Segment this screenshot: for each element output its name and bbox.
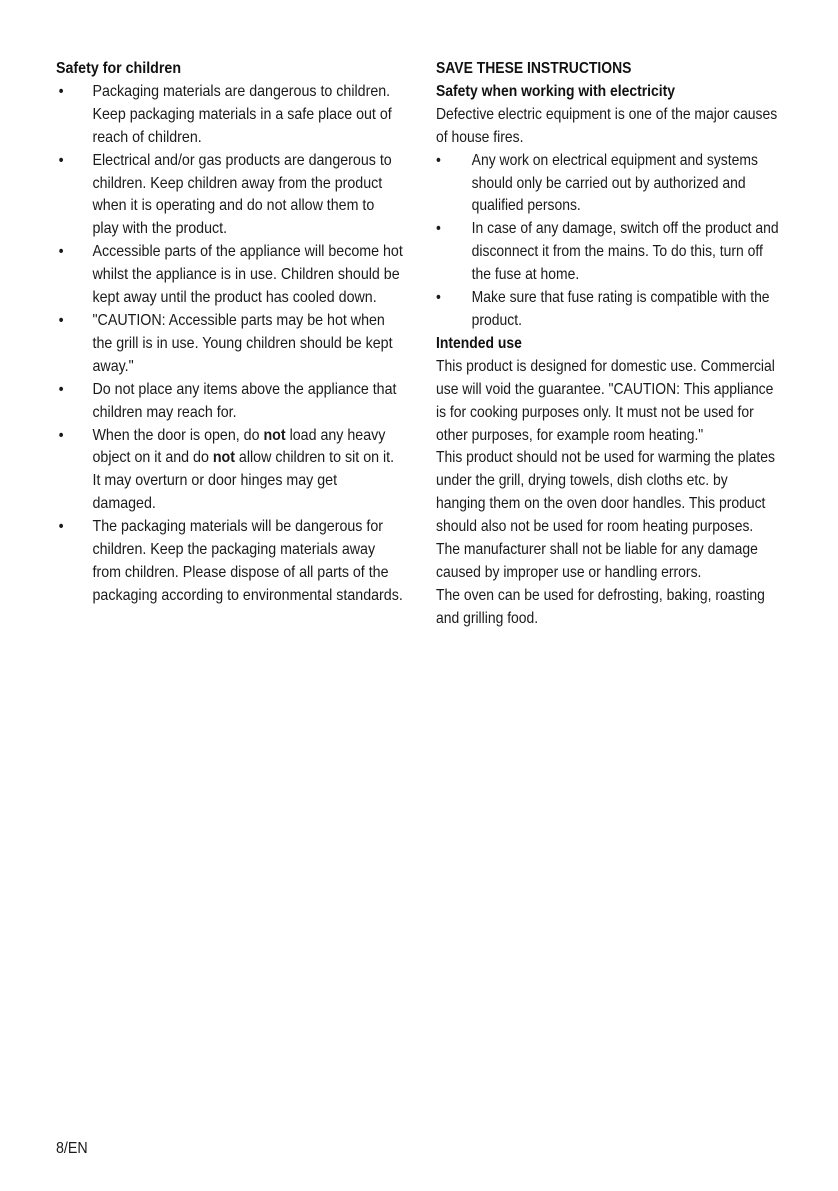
list-item-text: When the door is open, do	[92, 426, 264, 444]
children-safety-list	[56, 81, 403, 608]
bullet-icon: •	[58, 151, 64, 169]
emphasis-not: not	[212, 449, 235, 467]
list-item	[56, 516, 403, 608]
list-item	[56, 241, 403, 310]
section-heading-safety-for-children: Safety for children	[56, 60, 182, 77]
list-item	[436, 287, 779, 333]
bullet-icon: •	[58, 243, 64, 261]
list-item	[56, 379, 403, 425]
left-column	[56, 58, 403, 608]
page-number: 8/EN	[56, 1140, 88, 1157]
bullet-icon: •	[58, 518, 64, 536]
list-item-text: Accessible parts may be hot when the grill is in use. Young children should be kept away."	[92, 311, 393, 375]
section-heading-save-instructions: SAVE THESE INSTRUCTIONS	[436, 60, 632, 77]
list-item	[56, 81, 403, 150]
bullet-icon: •	[58, 311, 64, 329]
list-item	[436, 150, 779, 219]
list-item	[56, 150, 403, 242]
intended-use-paragraph: The manufacturer shall not be liable for any damage caused by improper use or handling errors.	[436, 541, 758, 581]
bullet-icon: •	[58, 426, 64, 444]
bullet-icon: •	[436, 289, 441, 307]
list-item-text: Packaging materials are dangerous to children. Keep packaging materials in a safe place out of reach of children.	[92, 82, 392, 146]
section-heading-intended-use: Intended use	[436, 334, 522, 352]
list-item-text: Do not place any items above the appliance that children may reach for.	[92, 380, 397, 421]
list-item	[436, 218, 779, 287]
list-item-text: allow children to sit on it. It may overturn or door hinges may get damaged.	[92, 449, 395, 513]
list-item-text-open-quote: "	[92, 311, 98, 329]
list-item-text: Accessible parts of the appliance will become hot whilst the appliance is in use. Children should be kept away until the product has cooled down.	[92, 243, 403, 307]
section-heading-electricity-safety: Safety when working with electricity	[436, 82, 676, 100]
caution-label: CAUTION:	[97, 311, 166, 329]
list-item-text: The packaging materials will be dangerous for children. Keep the packaging materials away from children. Please dispose of all parts of the packaging according to environmental standards.	[92, 518, 403, 604]
list-item-text: Make sure that fuse rating is compatible with the product.	[471, 289, 770, 329]
list-item-text: load any heavy object on it and do	[92, 426, 386, 467]
electricity-intro-paragraph: Defective electric equipment is one of the major causes of house fires.	[436, 105, 778, 146]
bullet-icon: •	[58, 380, 64, 398]
list-item	[56, 310, 403, 379]
bullet-icon: •	[58, 82, 64, 100]
right-column	[436, 58, 779, 631]
intended-use-paragraph: This product should not be used for warming the plates under the grill, drying towels, dish cloths etc. by hanging them on the oven door handles. This product should also not be used for room heating purposes.	[436, 449, 775, 536]
emphasis-not: not	[263, 426, 286, 444]
list-item-text: In case of any damage, switch off the product and disconnect it from the mains. To do this, turn off the fuse at home.	[471, 220, 779, 284]
electricity-safety-list	[436, 150, 779, 333]
list-item	[56, 425, 403, 517]
bullet-icon: •	[436, 151, 441, 169]
list-item-text: Any work on electrical equipment and systems should only be carried out by authorized and qualified persons.	[471, 151, 758, 215]
intended-use-paragraph: This product is designed for domestic use. Commercial use will void the guarantee. "CAUTION: This appliance is for cooking purposes only. It must not be used for other purposes, for example room heating."	[436, 357, 775, 444]
bullet-icon: •	[436, 220, 441, 238]
intended-use-paragraph: The oven can be used for defrosting, baking, roasting and grilling food.	[436, 586, 765, 627]
list-item-text: Electrical and/or gas products are dangerous to children. Keep children away from the product when it is operating and do not allow them to play with the product.	[92, 151, 392, 238]
